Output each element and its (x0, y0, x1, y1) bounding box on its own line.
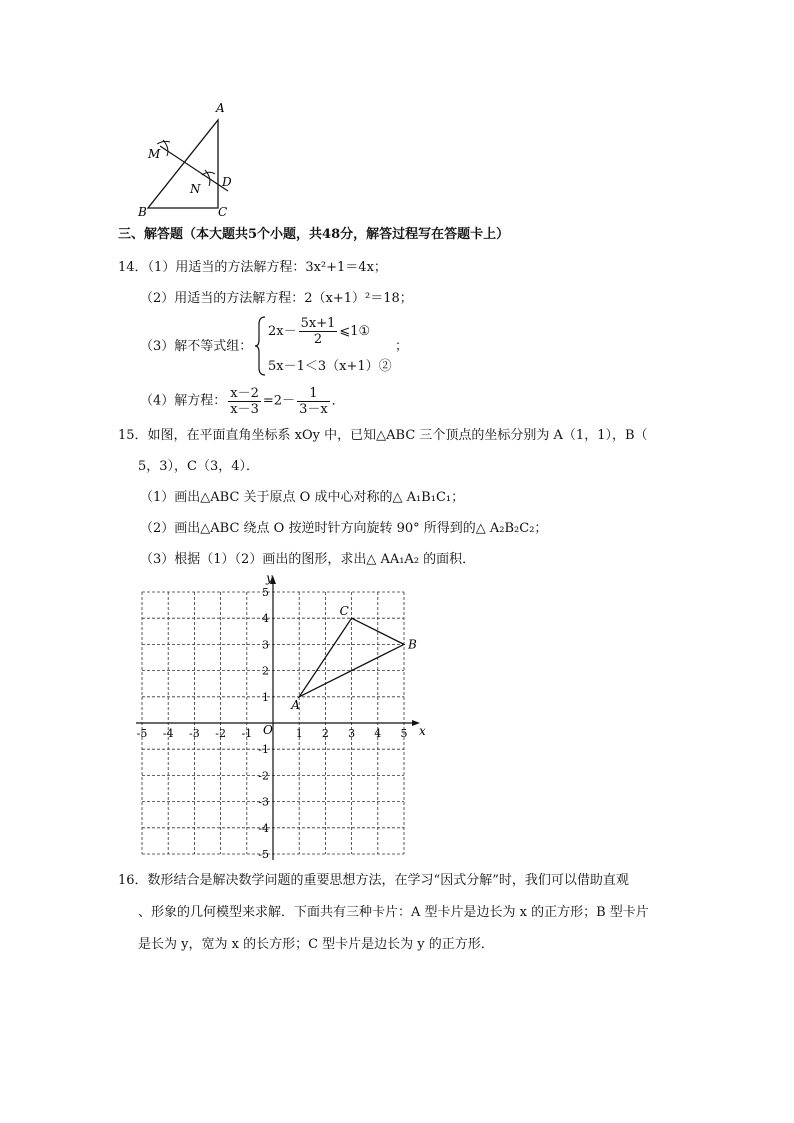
q15-part3: （3）根据（1）（2）画出的图形，求出△ AA₁A₂ 的面积． (140, 552, 476, 567)
point-label-C: C (339, 604, 349, 619)
triangle-construction-figure (130, 98, 240, 220)
triangle-label-A: A (216, 101, 225, 115)
q14-part4 (140, 386, 345, 417)
x-tick-label: 4 (374, 727, 382, 740)
q14-p2-equation: 2（x+1）²＝18； (304, 291, 413, 306)
q14-p4-rhs-fraction (297, 386, 330, 417)
q16-line3: 是长为 y，宽为 x 的长方形；C 型卡片是边长为 y 的正方形． (138, 937, 494, 952)
y-tick-label: 4 (262, 612, 269, 626)
q14-part1 (118, 259, 387, 277)
triangle-label-M: M (148, 147, 161, 161)
x-tick-label: -4 (162, 727, 174, 740)
fraction-numerator: 5x+1 (300, 316, 336, 331)
y-tick-label: -4 (258, 821, 269, 835)
y-tick-label: 3 (262, 638, 269, 652)
x-axis-label: x (419, 724, 426, 738)
y-tick-label: 5 (262, 586, 269, 599)
q14-p4-end: ． (331, 393, 345, 409)
q14-p3-line1-right: ⩽1① (339, 324, 371, 339)
q14-p2-prefix: （2）用适当的方法解方程： (140, 291, 305, 306)
fraction-numerator: x－2 (230, 386, 259, 401)
q14-p3-line1-left: 2x－ (268, 324, 297, 339)
q15-line1: 15．如图，在平面直角坐标系 xOy 中，已知△ABC 三个顶点的坐标分别为 A（1，1），B（ (118, 428, 648, 443)
q14-p3-end: ； (395, 339, 409, 354)
y-tick-label: -1 (258, 743, 269, 757)
triangle-label-D: D (222, 175, 232, 189)
q14-p1-equation: 3x²+1＝4x； (305, 260, 387, 275)
y-axis-label: y (266, 571, 273, 585)
x-tick-label: -2 (215, 727, 226, 740)
point-label-B: B (408, 637, 417, 652)
q14-p4-prefix: （4）解方程： (140, 393, 227, 409)
x-tick-label: -3 (189, 727, 200, 740)
q16-line2: 、形象的几何模型来求解．下面共有三种卡片：A 型卡片是边长为 x 的正方形；B 型卡片 (138, 905, 649, 920)
triangle-label-B: B (138, 205, 147, 219)
q14-p3-fraction (299, 316, 338, 347)
coordinate-grid-figure (130, 568, 440, 868)
q14-p4-mid: =2－ (262, 393, 296, 409)
triangle-label-C: C (218, 205, 228, 219)
y-tick-label: -3 (258, 795, 269, 809)
section-heading: 三、解答题（本大题共5个小题，共48分，解答过程写在答题卡上） (118, 227, 510, 242)
q14-part2 (140, 290, 413, 308)
x-tick-label: -5 (136, 727, 148, 740)
q14-p1-prefix: （1）用适当的方法解方程： (147, 260, 306, 275)
x-tick-label: -1 (241, 727, 253, 740)
x-tick-label: 5 (400, 727, 408, 740)
x-tick-label: 3 (348, 727, 356, 740)
q14-number: 14． (118, 260, 148, 275)
triangle-label-N: N (190, 182, 201, 196)
q14-p4-lhs-fraction (228, 386, 261, 417)
y-tick-label: 1 (262, 690, 269, 704)
x-tick-label: 2 (321, 727, 329, 740)
fraction-denominator: 2 (313, 332, 323, 347)
fraction-denominator: x－3 (230, 402, 259, 417)
y-tick-label: -2 (258, 769, 269, 783)
q15-part1: （1）画出△ABC 关于原点 O 成中心对称的△ A₁B₁C₁； (140, 490, 465, 505)
y-tick-label: -5 (258, 848, 269, 861)
fraction-numerator: 1 (297, 386, 330, 402)
point-label-A: A (291, 697, 300, 712)
fraction-denominator: 3－x (299, 402, 328, 417)
x-tick-label: 1 (295, 727, 303, 740)
q15-line2: 5，3），C（3，4）． (138, 459, 260, 474)
q14-p3-prefix: （3）解不等式组： (140, 339, 253, 354)
q14-p3-line1 (268, 316, 370, 347)
left-brace-icon (254, 316, 266, 376)
origin-label: O (263, 723, 273, 737)
y-tick-label: 2 (262, 664, 269, 678)
q15-part2: （2）画出△ABC 绕点 O 按逆时针方向旋转 90° 所得到的△ A₂B₂C₂； (140, 521, 548, 536)
q16-line1: 16．数形结合是解决数学问题的重要思想方法，在学习“因式分解”时，我们可以借助直观 (118, 873, 629, 888)
q14-p3-line2: 5x－1＜3（x+1）② (268, 359, 392, 374)
